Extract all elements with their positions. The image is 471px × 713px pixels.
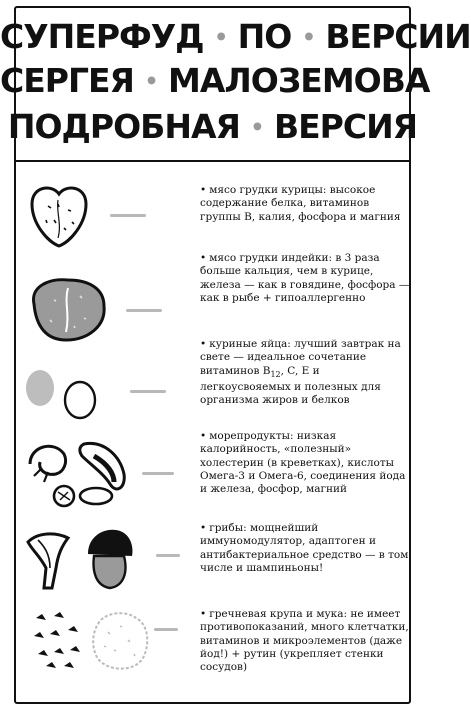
title-divider — [14, 160, 411, 162]
mushrooms-icon — [24, 524, 154, 594]
title-word: ВЕРСИИ — [325, 17, 471, 56]
connector-line — [154, 628, 178, 631]
bullet: • — [200, 252, 207, 264]
turkey-breast-icon — [24, 274, 110, 344]
connector-line — [130, 390, 166, 393]
item-description — [200, 184, 410, 224]
connector-line — [126, 309, 162, 312]
connector-line — [110, 214, 146, 217]
title-separator: • — [144, 69, 158, 95]
list-item — [14, 518, 411, 596]
item-description — [200, 252, 410, 305]
item-description — [200, 430, 410, 496]
chicken-breast-icon — [24, 180, 94, 250]
title-word: МАЛОЗЕМОВА — [168, 61, 430, 100]
list-item — [14, 252, 411, 336]
buckwheat-icon — [24, 606, 154, 676]
bullet: • — [200, 338, 207, 350]
item-text: грибы: мощнейший иммуномодулятор, адаптоген и антибактериальное средство — в том числе и шампиньоны! — [200, 522, 409, 574]
title-word: СЕРГЕЯ — [0, 61, 134, 100]
bullet: • — [200, 608, 207, 620]
connector-line — [156, 554, 180, 557]
seafood-icon — [24, 434, 134, 514]
title-word: ПОДРОБНАЯ — [7, 107, 240, 146]
item-text: гречневая крупа и мука: не имеет противопоказаний, много клетчатки, витаминов и микроэлементов (даже йод!) + рутин (укрепляет стенки сосудов) — [200, 608, 409, 674]
connector-line — [142, 472, 174, 475]
title-word: ПО — [237, 17, 292, 56]
bullet: • — [200, 522, 207, 534]
item-text: мясо грудки курицы: высокое содержание белка, витаминов группы B, калия, фосфора и магния — [200, 184, 401, 223]
list-item — [14, 336, 411, 422]
list-item — [14, 598, 411, 688]
list-item — [14, 172, 411, 252]
eggs-icon — [24, 366, 104, 420]
bullet: • — [200, 184, 207, 196]
title-word: СУПЕРФУД — [0, 17, 204, 56]
item-text: морепродукты: низкая калорийность, «полезный» холестерин (в креветках), кислоты Омега-3 и Омега-6, соединения йода и железа, фосфор, магний — [200, 430, 406, 496]
title-word: ВЕРСИЯ — [273, 107, 418, 146]
title-separator: • — [301, 25, 315, 51]
item-text: куриные яйца: лучший завтрак на свете — идеальное сочетание витаминов B — [200, 338, 401, 377]
vitamin-subscript: 12 — [270, 369, 281, 379]
item-text: мясо грудки индейки: в 3 раза больше кальция, чем в курице, железа — как в говядине, фосфора — как в рыбе + гипоаллергенно — [200, 252, 410, 304]
title-line-2 — [0, 61, 430, 100]
item-description — [200, 522, 410, 575]
list-item — [14, 424, 411, 516]
title-separator: • — [214, 25, 228, 51]
title-line-3 — [0, 107, 425, 146]
item-description — [200, 608, 410, 674]
title-line-1 — [0, 17, 471, 56]
item-description — [200, 338, 410, 408]
title-separator: • — [250, 115, 264, 141]
item-text: , C, E и легкоусвояемых и полезных для организма жиров и белков — [200, 364, 381, 407]
bullet: • — [200, 430, 207, 442]
